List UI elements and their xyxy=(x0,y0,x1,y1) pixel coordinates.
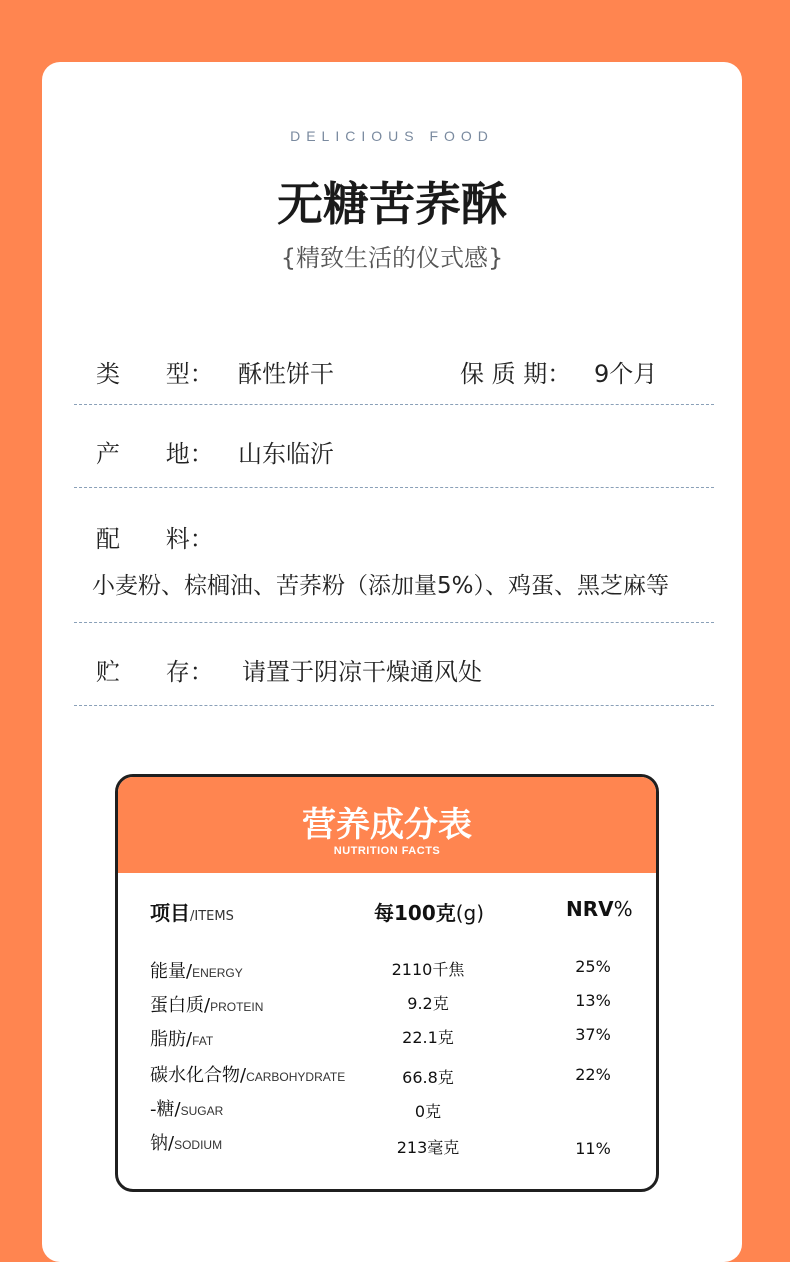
nutrient-name: 能量/ENERGY xyxy=(150,961,243,982)
nutrient-nrv: 13% xyxy=(575,991,611,1010)
nutrient-name: -糖/SUGAR xyxy=(150,1099,224,1120)
storage-value: 请置于阴凉干燥通风处 xyxy=(242,658,482,686)
nrv-label: NRV xyxy=(566,897,614,921)
nutrition-header xyxy=(118,777,656,873)
product-card xyxy=(42,62,742,1262)
ingredients-value: 小麦粉、棕榈油、苦荞粉（添加量5%）、鸡蛋、黑芝麻等 xyxy=(92,573,669,599)
nutrient-nrv: 11% xyxy=(575,1139,611,1158)
nutrient-nrv: 25% xyxy=(575,957,611,976)
origin-value: 山东临沂 xyxy=(238,440,334,468)
nutrition-title: 营养成分表 xyxy=(302,805,472,845)
shelf-life-value: 9个月 xyxy=(594,360,658,388)
product-title: 无糖苦荞酥 xyxy=(277,177,507,231)
nutrient-name: 脂肪/FAT xyxy=(150,1029,214,1050)
column-header-nrv xyxy=(566,897,633,921)
nrv-unit: % xyxy=(613,897,633,921)
divider xyxy=(74,622,714,623)
origin-label: 产 地： xyxy=(96,440,214,468)
nutrient-amount: 9.2克 xyxy=(407,994,449,1013)
nutrition-subtitle: NUTRITION FACTS xyxy=(333,845,441,857)
type-value: 酥性饼干 xyxy=(238,360,334,388)
per-100g-label: 每100克 xyxy=(374,901,456,925)
storage-label: 贮 存： xyxy=(96,658,214,686)
nutrient-amount: 66.8克 xyxy=(402,1068,454,1087)
ingredients-label: 配 料： xyxy=(96,525,214,553)
nutrient-amount: 2110千焦 xyxy=(391,960,465,979)
nutrition-table xyxy=(115,774,659,1192)
column-header-per-100g xyxy=(374,897,484,926)
product-subtitle: {精致生活的仪式感} xyxy=(280,244,504,272)
nutrient-nrv: 22% xyxy=(575,1065,611,1084)
per-100g-unit: (g) xyxy=(455,901,485,925)
column-header-items xyxy=(150,897,234,926)
divider xyxy=(74,487,714,488)
nutrient-amount: 213毫克 xyxy=(396,1138,460,1157)
nutrient-nrv: 37% xyxy=(575,1025,611,1044)
nutrient-amount: 0克 xyxy=(414,1102,442,1121)
nutrient-name: 蛋白质/PROTEIN xyxy=(150,995,264,1016)
nutrient-amount: 22.1克 xyxy=(402,1028,454,1047)
nutrient-name: 碳水化合物/CARBOHYDRATE xyxy=(150,1065,346,1086)
eyebrow-text: DELICIOUS FOOD xyxy=(290,128,494,144)
items-label-en: /ITEMS xyxy=(190,909,234,924)
divider xyxy=(74,404,714,405)
type-label: 类 型： xyxy=(96,360,214,388)
items-label: 项目 xyxy=(150,901,190,925)
divider xyxy=(74,705,714,706)
shelf-life-label: 保 质 期： xyxy=(460,360,572,388)
nutrient-name: 钠/SODIUM xyxy=(150,1133,223,1154)
